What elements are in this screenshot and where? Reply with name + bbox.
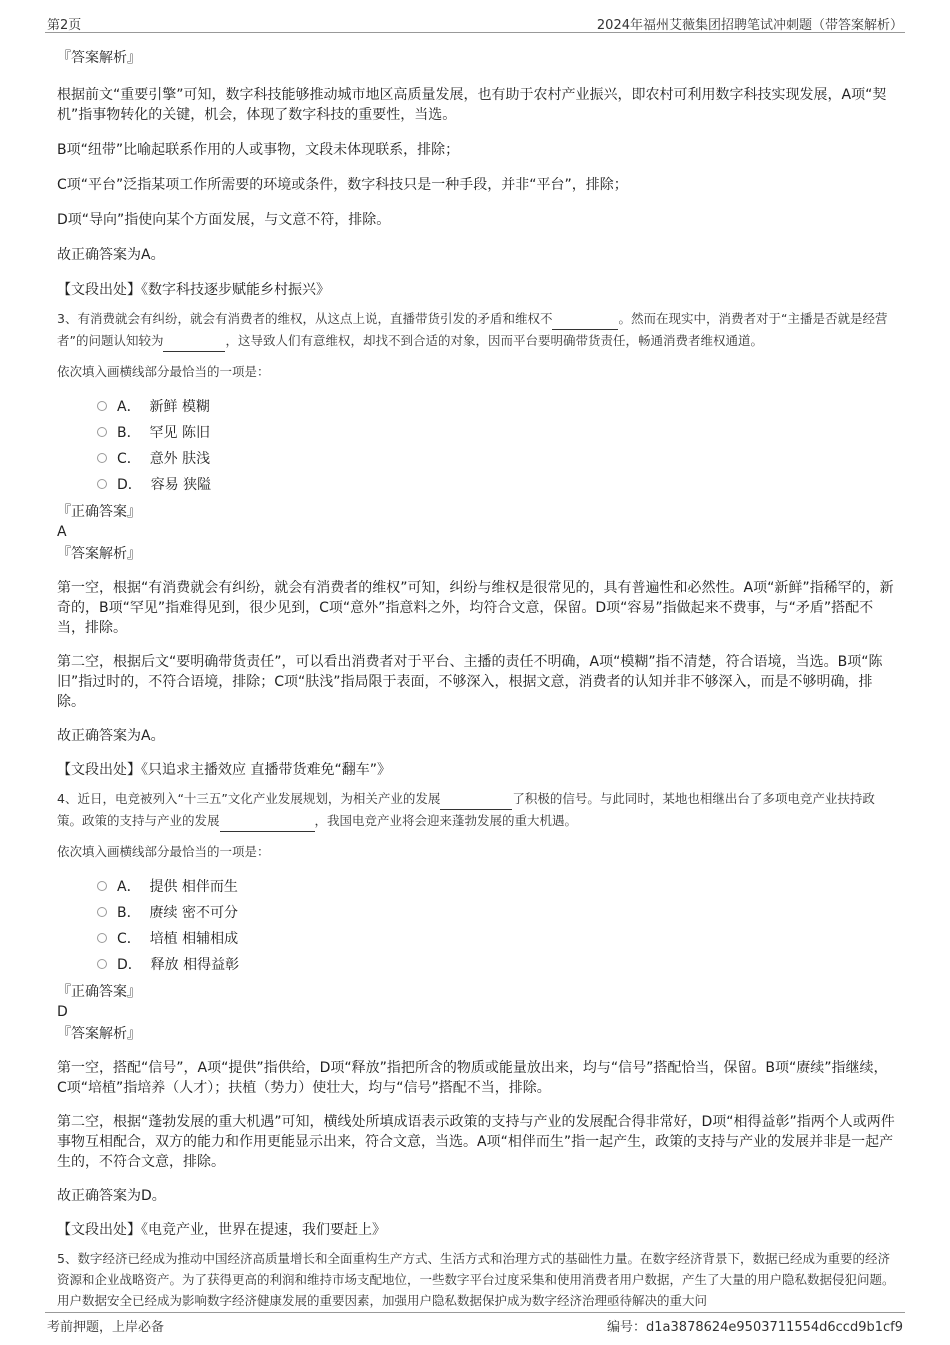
option-c[interactable]: C． 意外 肤浅 (97, 446, 897, 472)
radio-icon[interactable] (97, 959, 107, 969)
analysis-paragraph: C项“平台”泛指某项工作所需要的环境或条件，数字科技只是一种手段，并非“平台”，排除； (57, 177, 628, 193)
document-body (57, 40, 897, 1311)
option-list (57, 394, 897, 498)
analysis-paragraph: 第二空，根据“蓬勃发展的重大机遇”可知，横线处所填成语表示政策的支持与产业的发展配合得非常好，D项“相得益彰”指两个人或两件事物互相配合，双方的能力和作用更能显示出来，符合文意，当选。A项“相伴而生”指一起产生，政策的支持与产业的发展并非是一起产生的，不符合文意，排除。 (57, 1114, 895, 1170)
option-a[interactable]: A． 提供 相伴而生 (97, 874, 897, 900)
source-citation: 【文段出处】《数字科技逐步赋能乡村振兴》 (57, 282, 330, 298)
analysis-label: 『答案解析』 (57, 50, 141, 66)
correct-answer: D (57, 1004, 68, 1020)
page-footer (45, 1312, 905, 1333)
fill-blank (163, 330, 225, 352)
question-prompt: 依次填入画横线部分最恰当的一项是： (57, 844, 270, 859)
correct-answer: A (57, 524, 67, 540)
option-list (57, 874, 897, 978)
document-title: 2024年福州艾薇集团招聘笔试冲刺题（带答案解析） (596, 18, 903, 33)
question-prompt: 依次填入画横线部分最恰当的一项是： (57, 364, 270, 379)
correct-answer-label: 『正确答案』 (57, 984, 141, 1000)
option-c[interactable]: C． 培植 相辅相成 (97, 926, 897, 952)
analysis-paragraph: 第一空，搭配“信号”，A项“提供”指供给，D项“释放”指把所含的物质或能量放出来，均与“信号”搭配恰当，保留。B项“赓续”指继续，C项“培植”指培养（人才）；扶植（势力）使壮大，均与“信号”搭配不当，排除。 (57, 1060, 888, 1096)
conclusion: 故正确答案为A。 (57, 247, 165, 263)
question-stem: 3、有消费就会有纠纷，就会有消费者的维权，从这点上说，直播带货引发的矛盾和维权不 。然而在现实中，消费者对于“主播是否就是经营者”的问题认知较为 ，这导致人们有意维权，却找不到合适的对象，因而平台要明确带货责任，畅通消费者维权通道。 (57, 308, 897, 352)
source-citation: 【文段出处】《电竞产业，世界在提速，我们要赶上》 (57, 1222, 386, 1238)
radio-icon[interactable] (97, 453, 107, 463)
page-number: 第2页 (47, 18, 82, 33)
radio-icon[interactable] (97, 401, 107, 411)
radio-icon[interactable] (97, 933, 107, 943)
radio-icon[interactable] (97, 427, 107, 437)
option-b[interactable]: B． 罕见 陈旧 (97, 420, 897, 446)
radio-icon[interactable] (97, 907, 107, 917)
option-a[interactable]: A． 新鲜 模糊 (97, 394, 897, 420)
fill-blank (220, 810, 315, 832)
correct-answer-label: 『正确答案』 (57, 504, 141, 520)
question-stem: 4、近日，电竞被列入“十三五”文化产业发展规划，为相关产业的发展 了积极的信号。与此同时，某地也相继出台了多项电竞产业扶持政策。政策的支持与产业的发展 ，我国电竞产业将会迎来蓬勃发展的重大机遇。 (57, 788, 897, 832)
question-stem: 5、数字经济已经成为推动中国经济高质量增长和全面重构生产方式、生活方式和治理方式的基础性力量。在数字经济背景下，数据已经成为重要的经济资源和企业战略资产。为了获得更高的利润和维持市场支配地位，一些数字平台过度采集和使用消费者用户数据，产生了大量的用户隐私数据侵犯问题。用户数据安全已经成为影响数字经济健康发展的重要因素，加强用户隐私数据保护成为数字经济治理亟待解决的重大问 (57, 1251, 895, 1308)
option-d[interactable]: D． 释放 相得益彰 (97, 952, 897, 978)
analysis-paragraph: 第二空，根据后文“要明确带货责任”，可以看出消费者对于平台、主播的责任不明确，A项“模糊”指不清楚，符合语境，当选。B项“陈旧”指过时的，不符合语境，排除；C项“肤浅”指局限于表面，不够深入，根据文意，消费者的认知并非不够深入，而是不够明确，排除。 (57, 654, 883, 710)
fill-blank (552, 308, 618, 330)
analysis-label: 『答案解析』 (57, 1026, 141, 1042)
analysis-paragraph: 根据前文“重要引擎”可知，数字科技能够推动城市地区高质量发展，也有助于农村产业振兴，即农村可利用数字科技实现发展，A项“契机”指事物转化的关键，机会，体现了数字科技的重要性，当选。 (57, 87, 887, 123)
analysis-paragraph: 第一空，根据“有消费就会有纠纷，就会有消费者的维权”可知，纠纷与维权是很常见的，具有普遍性和必然性。A项“新鲜”指稀罕的，新奇的，B项“罕见”指难得见到，很少见到，C项“意外”指意料之外，均符合文意，保留。D项“容易”指做起来不费事，与“矛盾”搭配不当，排除。 (57, 580, 894, 636)
fill-blank (440, 788, 512, 810)
option-b[interactable]: B． 赓续 密不可分 (97, 900, 897, 926)
analysis-paragraph: B项“纽带”比喻起联系作用的人或事物，文段未体现联系，排除； (57, 142, 460, 158)
conclusion: 故正确答案为D。 (57, 1188, 166, 1204)
document-id: 编号：d1a3878624e9503711554d6ccd9b1cf9 (607, 1320, 903, 1335)
radio-icon[interactable] (97, 881, 107, 891)
page-header (45, 14, 905, 33)
analysis-paragraph: D项“导向”指使向某个方面发展，与文意不符，排除。 (57, 212, 391, 228)
source-citation: 【文段出处】《只追求主播效应 直播带货难免“翻车”》 (57, 762, 391, 778)
option-d[interactable]: D． 容易 狭隘 (97, 472, 897, 498)
radio-icon[interactable] (97, 479, 107, 489)
analysis-label: 『答案解析』 (57, 546, 141, 562)
footer-slogan: 考前押题，上岸必备 (47, 1320, 165, 1335)
conclusion: 故正确答案为A。 (57, 728, 165, 744)
